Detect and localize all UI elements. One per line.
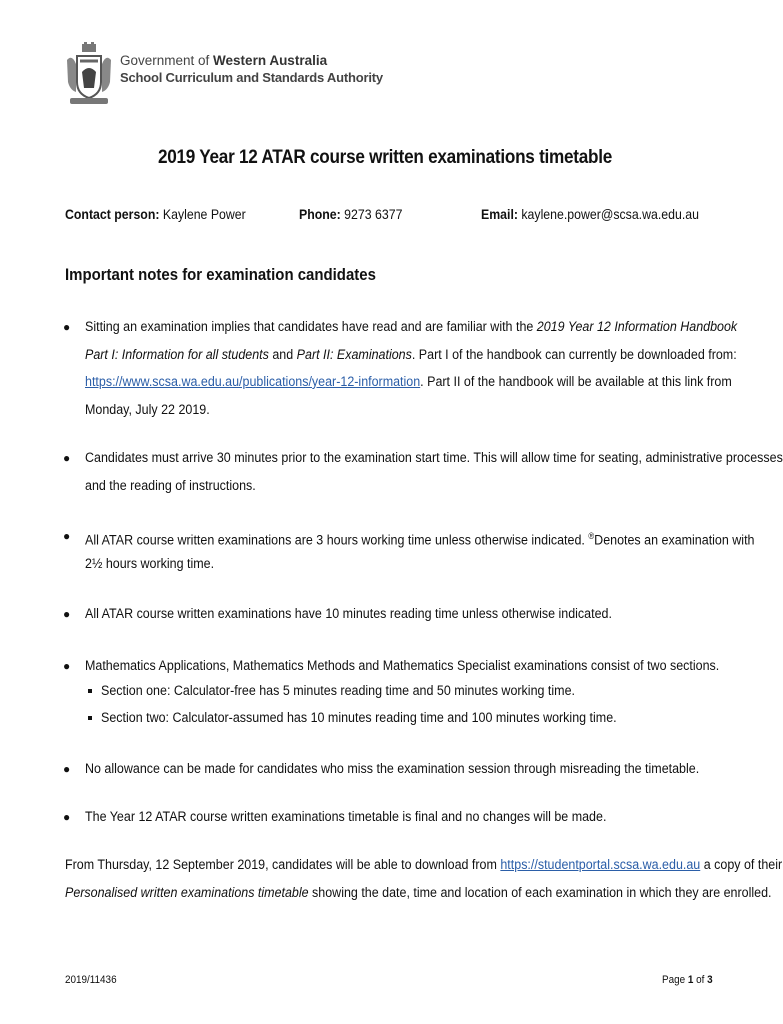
list-item-cont: Part I: Information for all students and Part II: Examinations. Part I of the handbook can currently be downloaded from:	[85, 347, 737, 363]
wa-coat-of-arms-icon	[64, 42, 114, 108]
letterhead	[64, 42, 383, 108]
registered-symbol: ®	[588, 531, 595, 541]
list-item-cont: 2½ hours working time.	[85, 556, 215, 572]
list-item-cont: and the reading of instructions.	[85, 478, 256, 494]
square-bullet-icon	[88, 716, 92, 720]
sub-list-item: Section one: Calculator-free has 5 minutes reading time and 50 minutes working time.	[101, 683, 575, 699]
page-number: Page 1 of 3	[662, 974, 713, 986]
closing-paragraph: From Thursday, 12 September 2019, candidates will be able to download from https://studentportal.scsa.wa.edu.au a copy of their	[65, 857, 783, 873]
list-item: All ATAR course written examinations are 3 hours working time unless otherwise indicated. ®Denotes an examination with	[85, 531, 755, 549]
list-item: Sitting an examination implies that candidates have read and are familiar with the 2019 Year 12 Information Handbook	[85, 319, 738, 335]
square-bullet-icon	[88, 689, 92, 693]
bullet-icon: ●	[63, 810, 71, 824]
authority-name: School Curriculum and Standards Authority	[120, 70, 383, 85]
government-label: Government of	[120, 53, 214, 68]
state-name: Western Australia	[213, 53, 328, 68]
page-title: 2019 Year 12 ATAR course written examinations timetable	[157, 146, 613, 168]
handbook-link[interactable]: https://www.scsa.wa.edu.au/publications/year-12-information	[85, 374, 421, 390]
list-item: No allowance can be made for candidates who miss the examination session through misreading the timetable.	[85, 761, 700, 777]
list-item: The Year 12 ATAR course written examinations timetable is final and no changes will be made.	[85, 809, 607, 825]
list-item: Mathematics Applications, Mathematics Methods and Mathematics Specialist examinations consist of two sections.	[85, 658, 720, 674]
bullet-icon: ●	[63, 529, 71, 543]
organisation-name	[120, 52, 383, 86]
bullet-icon: ●	[63, 607, 71, 621]
notes-heading: Important notes for examination candidates	[65, 265, 376, 284]
bullet-icon: ●	[63, 320, 71, 334]
contact-person: Contact person: Kaylene Power	[65, 206, 246, 222]
list-item: Candidates must arrive 30 minutes prior to the examination start time. This will allow time for seating, administrative processes	[85, 450, 783, 466]
list-item-cont: https://www.scsa.wa.edu.au/publications/year-12-information. Part II of the handbook will be available at this link from	[85, 374, 732, 390]
contact-phone: Phone: 9273 6377	[299, 206, 403, 222]
student-portal-link[interactable]: https://studentportal.scsa.wa.edu.au	[500, 857, 701, 873]
closing-paragraph-cont: Personalised written examinations timetable showing the date, time and location of each examination in which they are enrolled.	[65, 885, 772, 901]
list-item: All ATAR course written examinations have 10 minutes reading time unless otherwise indicated.	[85, 606, 612, 622]
bullet-icon: ●	[63, 762, 71, 776]
bullet-icon: ●	[63, 659, 71, 673]
list-item-cont: Monday, July 22 2019.	[85, 402, 210, 418]
bullet-icon: ●	[63, 451, 71, 465]
contact-email: Email: kaylene.power@scsa.wa.edu.au	[481, 206, 699, 222]
sub-list-item: Section two: Calculator-assumed has 10 minutes reading time and 100 minutes working time.	[101, 710, 617, 726]
document-reference: 2019/11436	[65, 974, 117, 986]
